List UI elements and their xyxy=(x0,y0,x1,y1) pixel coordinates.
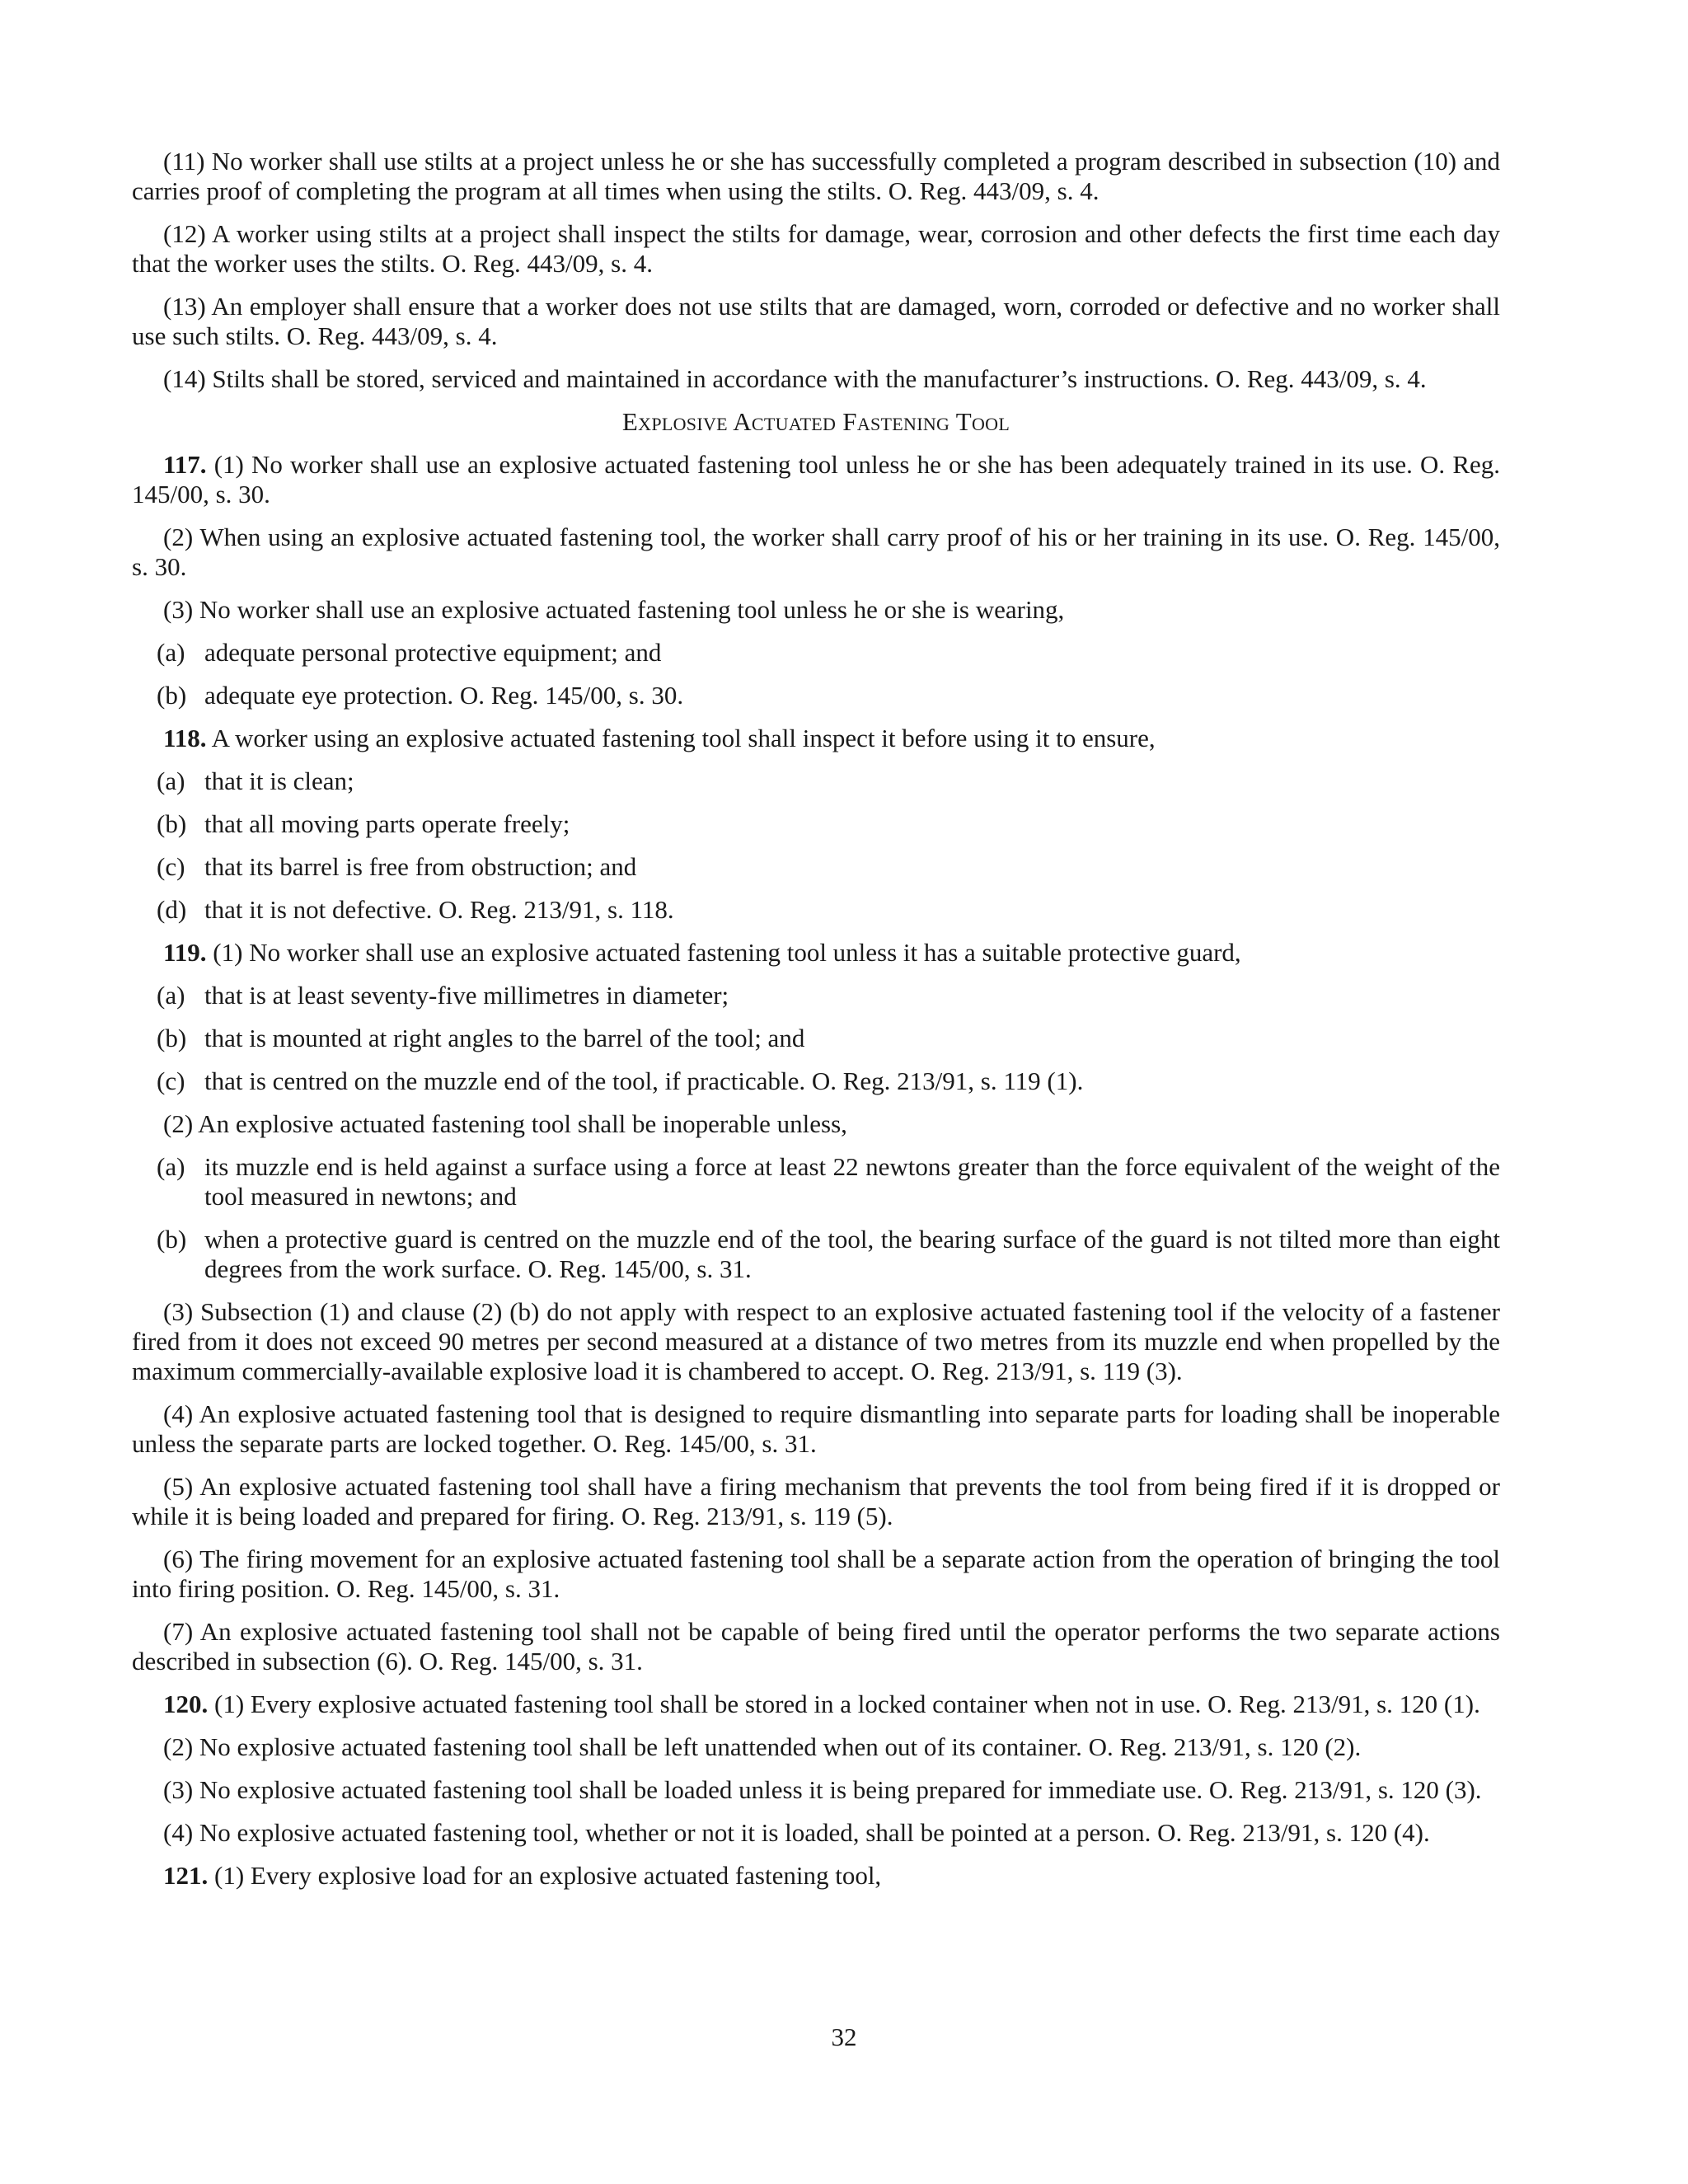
clause-text: adequate eye protection. O. Reg. 145/00, s. 30. xyxy=(204,681,684,710)
subsection-paragraph xyxy=(132,1544,1500,1604)
paragraph-text: (1) Every explosive actuated fastening tool shall be stored in a locked container when not in use. O. Reg. 213/91, s. 120 (1). xyxy=(214,1690,1480,1718)
paragraph-text: (12) A worker using stilts at a project shall inspect the stilts for damage, wear, corrosion and other defects the first time each day that the worker uses the stilts. O. Reg. 443/09, s. 4. xyxy=(132,219,1500,278)
clause-text: that its barrel is free from obstruction; and xyxy=(204,852,637,881)
subsection-paragraph xyxy=(132,1399,1500,1459)
paragraph-text: (3) Subsection (1) and clause (2) (b) do not apply with respect to an explosive actuated fastening tool if the velocity of a fastener fired from it does not exceed 90 metres per second measured at a distance of two metres from its muzzle end when propelled by the maximum commercially-available explosive load it is chambered to accept. O. Reg. 213/91, s. 119 (3). xyxy=(132,1297,1500,1385)
clause-item xyxy=(132,981,1500,1010)
subsection-paragraph xyxy=(132,1109,1500,1139)
clause-text: adequate personal protective equipment; and xyxy=(204,638,662,667)
section-number: 118. xyxy=(163,724,207,752)
clause-text: that is mounted at right angles to the barrel of the tool; and xyxy=(204,1024,805,1052)
subsection-paragraph xyxy=(132,1297,1500,1386)
subsection-paragraph xyxy=(132,1617,1500,1676)
paragraph-text: (4) No explosive actuated fastening tool, whether or not it is loaded, shall be pointed at a person. O. Reg. 213/91, s. 120 (4). xyxy=(163,1818,1430,1847)
paragraph-text: (3) No explosive actuated fastening tool shall be loaded unless it is being prepared for immediate use. O. Reg. 213/91, s. 120 (3). xyxy=(163,1775,1482,1804)
paragraph-text: (2) When using an explosive actuated fastening tool, the worker shall carry proof of his or her training in its use. O. Reg. 145/00, s. 30. xyxy=(132,523,1500,581)
clause-item xyxy=(132,1225,1500,1284)
section-number: 120. xyxy=(163,1690,209,1718)
clause-label: (b) xyxy=(157,809,187,838)
regulation-text xyxy=(132,147,1500,1904)
subsection-paragraph xyxy=(132,292,1500,351)
section-number: 119. xyxy=(163,938,207,967)
section-heading: Explosive Actuated Fastening Tool xyxy=(621,407,1010,436)
clause-item xyxy=(132,766,1500,796)
page-number: 32 xyxy=(831,2022,857,2051)
section-number: 121. xyxy=(163,1861,209,1890)
paragraph-text: (3) No worker shall use an explosive actuated fastening tool unless he or she is wearing, xyxy=(163,595,1065,624)
clause-item xyxy=(132,638,1500,668)
clause-item xyxy=(132,809,1500,839)
paragraph-text: (4) An explosive actuated fastening tool that is designed to require dismantling into separate parts for loading shall be inoperable unless the separate parts are locked together. O. Reg. 145/00, s. 31. xyxy=(132,1399,1500,1458)
clause-label: (a) xyxy=(157,981,185,1010)
clause-label: (a) xyxy=(157,638,185,667)
clause-text: that all moving parts operate freely; xyxy=(204,809,570,838)
paragraph-text: (2) An explosive actuated fastening tool shall be inoperable unless, xyxy=(163,1109,847,1138)
clause-item xyxy=(132,895,1500,925)
paragraph-text: (1) No worker shall use an explosive actuated fastening tool unless he or she has been adequately trained in its use. O. Reg. 145/00, s. 30. xyxy=(132,450,1500,509)
paragraph-text: (6) The firing movement for an explosive actuated fastening tool shall be a separate action from the operation of bringing the tool into firing position. O. Reg. 145/00, s. 31. xyxy=(132,1544,1500,1603)
clause-item xyxy=(132,852,1500,882)
clause-label: (b) xyxy=(157,1225,187,1254)
subsection-paragraph xyxy=(132,219,1500,279)
paragraph-text: (5) An explosive actuated fastening tool shall have a firing mechanism that prevents the tool from being fired if it is dropped or while it is being loaded and prepared for firing. O. Reg. 213/91, s. 119 (5). xyxy=(132,1472,1500,1530)
clause-item xyxy=(132,681,1500,710)
paragraph-text: (2) No explosive actuated fastening tool shall be left unattended when out of its container. O. Reg. 213/91, s. 120 (2). xyxy=(163,1732,1362,1761)
section-number: 117. xyxy=(163,450,207,479)
section-paragraph xyxy=(132,724,1500,753)
paragraph-text: (1) Every explosive load for an explosive actuated fastening tool, xyxy=(214,1861,882,1890)
clause-item xyxy=(132,1024,1500,1053)
clause-text: that is at least seventy-five millimetres in diameter; xyxy=(204,981,729,1010)
clause-text: its muzzle end is held against a surface using a force at least 22 newtons greater than the force equivalent of the weight of the tool measured in newtons; and xyxy=(204,1152,1500,1211)
paragraph-text: (1) No worker shall use an explosive actuated fastening tool unless it has a suitable protective guard, xyxy=(213,938,1241,967)
clause-label: (b) xyxy=(157,1024,187,1052)
clause-text: that it is not defective. O. Reg. 213/91, s. 118. xyxy=(204,895,674,924)
subsection-paragraph xyxy=(132,1472,1500,1531)
clause-text: that is centred on the muzzle end of the tool, if practicable. O. Reg. 213/91, s. 119 (1). xyxy=(204,1066,1084,1095)
clause-label: (a) xyxy=(157,766,185,795)
paragraph-text: (7) An explosive actuated fastening tool shall not be capable of being fired until the operator performs the two separate actions described in subsection (6). O. Reg. 145/00, s. 31. xyxy=(132,1617,1500,1675)
paragraph-text: A worker using an explosive actuated fastening tool shall inspect it before using it to ensure, xyxy=(211,724,1156,752)
subsection-paragraph xyxy=(132,523,1500,582)
paragraph-text: (14) Stilts shall be stored, serviced and maintained in accordance with the manufacturer’s instructions. O. Reg. 443/09, s. 4. xyxy=(163,364,1427,393)
clause-text: that it is clean; xyxy=(204,766,354,795)
section-paragraph xyxy=(132,1690,1500,1719)
paragraph-text: (13) An employer shall ensure that a worker does not use stilts that are damaged, worn, corroded or defective and no worker shall use such stilts. O. Reg. 443/09, s. 4. xyxy=(132,292,1500,350)
subsection-paragraph xyxy=(132,147,1500,206)
section-paragraph xyxy=(132,1861,1500,1891)
clause-label: (c) xyxy=(157,1066,185,1095)
clause-item xyxy=(132,1066,1500,1096)
subsection-paragraph xyxy=(132,1818,1500,1848)
clause-label: (c) xyxy=(157,852,185,881)
clause-text: when a protective guard is centred on the muzzle end of the tool, the bearing surface of the guard is not tilted more than eight degrees from the work surface. O. Reg. 145/00, s. 31. xyxy=(204,1225,1500,1283)
clause-item xyxy=(132,1152,1500,1212)
clause-label: (d) xyxy=(157,895,187,924)
subsection-paragraph xyxy=(132,364,1500,394)
section-paragraph xyxy=(132,450,1500,509)
clause-label: (a) xyxy=(157,1152,185,1181)
subsection-paragraph xyxy=(132,1775,1500,1805)
clause-label: (b) xyxy=(157,681,187,710)
paragraph-text: (11) No worker shall use stilts at a project unless he or she has successfully completed a program described in subsection (10) and carries proof of completing the program at all times when using the stilts. O. Reg. 443/09, s. 4. xyxy=(132,147,1500,205)
section-paragraph xyxy=(132,938,1500,968)
subsection-paragraph xyxy=(132,1732,1500,1762)
subsection-paragraph xyxy=(132,595,1500,625)
